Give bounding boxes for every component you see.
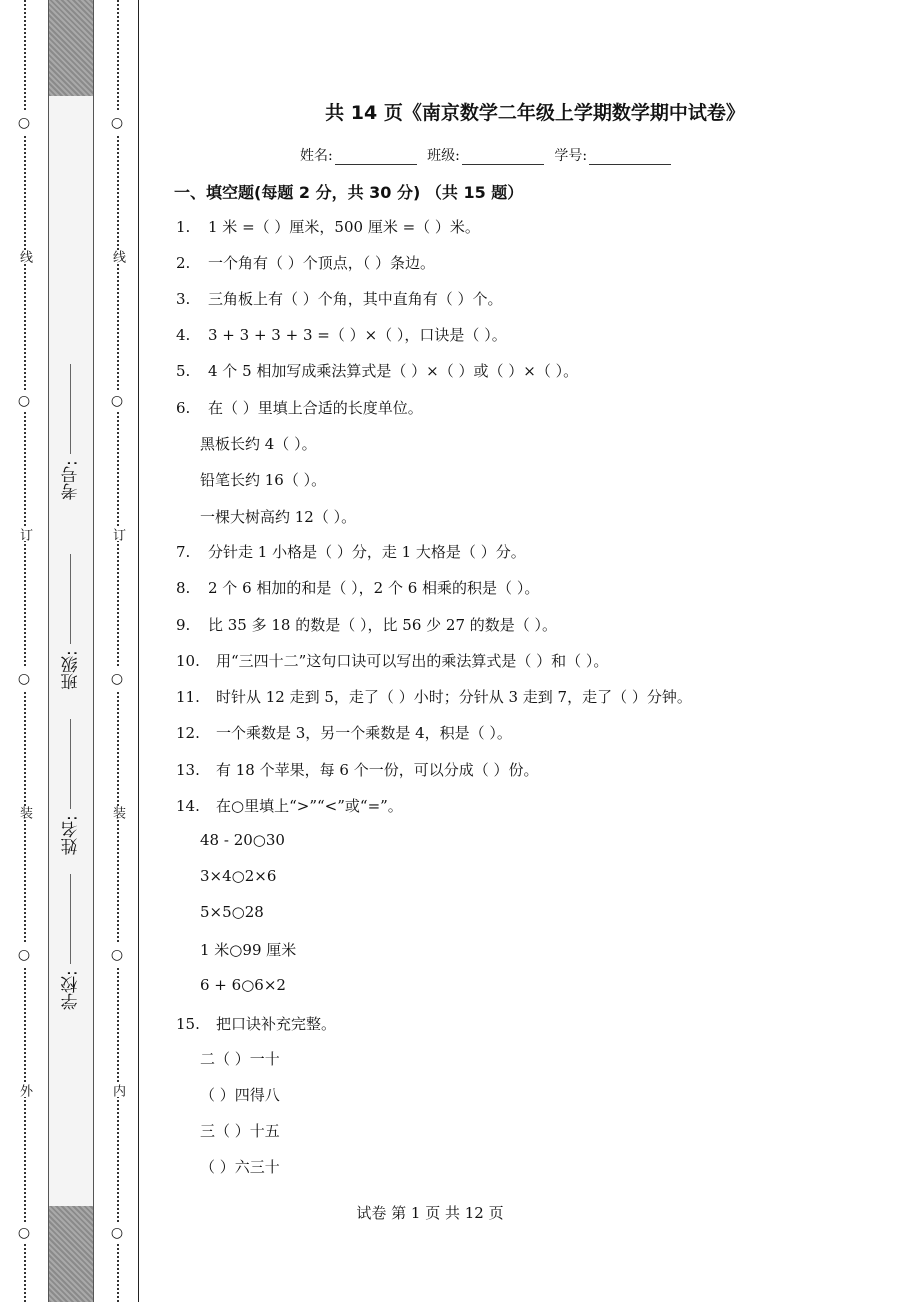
question-text: 三（ ）十五 — [200, 1122, 280, 1140]
exam-number-label: 考号: — [61, 460, 82, 500]
question-text: 3 + 3 + 3 + 3 =（ ）×（ ），口诀是（ ）。 — [208, 326, 507, 344]
student-name-label: 姓名: — [300, 148, 333, 164]
question-number: 13. — [176, 761, 200, 779]
question-subitem — [200, 433, 317, 454]
question-number: 12. — [176, 724, 200, 742]
inner-circle-mark: ○ — [106, 390, 128, 412]
question-subitem — [200, 506, 356, 527]
question-item — [176, 795, 403, 816]
hatched-block-bottom — [49, 1206, 93, 1302]
inner-circle-mark: ○ — [106, 944, 128, 966]
student-info-row — [300, 145, 677, 165]
question-number: 10. — [176, 652, 200, 670]
name-label: 姓名: — [61, 815, 82, 855]
question-text: 用“三四十二”这句口诀可以写出的乘法算式是（ ）和（ ）。 — [216, 652, 609, 670]
question-subitem — [200, 976, 286, 994]
question-text: 4 个 5 相加写成乘法算式是（ ）×（ ）或（ ）×（ ）。 — [208, 362, 579, 380]
question-subitem — [200, 903, 264, 921]
hatched-block-top — [49, 0, 93, 96]
question-item — [176, 1013, 336, 1034]
question-text: 分针走 1 小格是（ ）分，走 1 大格是（ ）分。 — [208, 543, 526, 561]
question-text: 一棵大树高约 12（ ）。 — [200, 508, 357, 526]
exam-number-field — [53, 350, 89, 500]
question-number: 7. — [176, 543, 191, 561]
question-text: 48 - 20○30 — [200, 831, 285, 849]
student-class-label: 班级: — [427, 148, 460, 164]
outer-dotted-line — [24, 0, 42, 1302]
question-item — [176, 541, 526, 562]
question-text: 在○里填上“>”“<”或“=”。 — [216, 797, 403, 815]
question-item — [176, 686, 692, 707]
outer-circle-mark: ○ — [13, 112, 35, 134]
question-item — [176, 614, 557, 635]
question-text: 铅笔长约 16（ ）。 — [200, 471, 327, 489]
school-field — [53, 860, 89, 1010]
question-item — [176, 324, 507, 345]
page-footer: 试卷 第 1 页 共 12 页 — [356, 1204, 504, 1222]
question-text: 2 个 6 相加的和是（ ），2 个 6 相乘的积是（ ）。 — [208, 579, 540, 597]
question-subitem — [200, 831, 285, 849]
class-field — [53, 540, 89, 690]
question-number: 6. — [176, 399, 191, 417]
question-text: （ ）四得八 — [200, 1086, 280, 1104]
question-number: 11. — [176, 688, 200, 706]
question-text: 1 米○99 厘米 — [200, 941, 297, 959]
student-name-blank[interactable] — [335, 150, 417, 165]
question-subitem — [200, 1048, 280, 1069]
question-text: 在（ ）里填上合适的长度单位。 — [208, 399, 423, 417]
margin-rule — [138, 0, 139, 1302]
question-number: 14. — [176, 797, 200, 815]
question-subitem — [200, 1084, 280, 1105]
inner-mark-bind: 装 — [106, 806, 128, 819]
outer-mark-line: 线 — [13, 250, 35, 263]
inner-dotted-line — [117, 0, 135, 1302]
question-number: 4. — [176, 326, 191, 344]
question-text: 一个乘数是 3，另一个乘数是 4，积是（ ）。 — [216, 724, 512, 742]
outer-circle-mark: ○ — [13, 390, 35, 412]
question-subitem — [200, 469, 326, 490]
inner-circle-mark: ○ — [106, 668, 128, 690]
question-text: 把口诀补充完整。 — [216, 1015, 337, 1033]
question-item — [176, 252, 435, 273]
question-subitem — [200, 1120, 280, 1141]
inner-mark-line: 线 — [106, 250, 128, 263]
question-text: 比 35 多 18 的数是（ ），比 56 少 27 的数是（ ）。 — [208, 616, 558, 634]
inner-circle-mark: ○ — [106, 1222, 128, 1244]
outer-circle-mark: ○ — [13, 1222, 35, 1244]
question-text: 时针从 12 走到 5，走了（ ）小时；分针从 3 走到 7，走了（ ）分钟。 — [216, 688, 692, 706]
outer-mark-outside: 外 — [13, 1084, 35, 1097]
question-number: 15. — [176, 1015, 200, 1033]
student-id-label: 学号: — [554, 148, 588, 164]
page-title: 共 14 页《南京数学二年级上学期数学期中试卷》 — [325, 102, 745, 124]
question-item — [176, 397, 423, 418]
question-number: 8. — [176, 579, 191, 597]
question-text: 5×5○28 — [200, 903, 264, 921]
question-subitem — [200, 939, 296, 960]
question-number: 9. — [176, 616, 191, 634]
question-text: 有 18 个苹果，每 6 个一份，可以分成（ ）份。 — [216, 761, 539, 779]
inner-circle-mark: ○ — [106, 112, 128, 134]
student-class-blank[interactable] — [462, 150, 544, 165]
section-heading: 一、填空题(每题 2 分，共 30 分) （共 15 题） — [174, 183, 524, 202]
question-item — [176, 216, 480, 237]
question-text: 6 + 6○6×2 — [200, 976, 286, 994]
outer-circle-mark: ○ — [13, 944, 35, 966]
question-item — [176, 577, 539, 598]
outer-mark-staple: 订 — [13, 528, 35, 541]
question-number: 3. — [176, 290, 191, 308]
question-text: 1 米 =（ ）厘米，500 厘米 =（ ）米。 — [208, 218, 480, 236]
question-item — [176, 360, 578, 381]
question-text: 二（ ）一十 — [200, 1050, 280, 1068]
class-label: 班级: — [61, 650, 82, 690]
question-number: 5. — [176, 362, 191, 380]
question-subitem — [200, 1156, 280, 1177]
question-number: 2. — [176, 254, 191, 272]
inner-mark-inside: 内 — [106, 1084, 128, 1097]
question-item — [176, 759, 538, 780]
inner-mark-staple: 订 — [106, 528, 128, 541]
school-label: 学校: — [61, 970, 82, 1010]
name-field — [53, 705, 89, 855]
question-item — [176, 650, 608, 671]
outer-mark-bind: 装 — [13, 806, 35, 819]
question-subitem — [200, 867, 276, 885]
question-item — [176, 288, 503, 309]
student-id-blank[interactable] — [589, 150, 671, 165]
question-text: 3×4○2×6 — [200, 867, 277, 885]
question-text: （ ）六三十 — [200, 1158, 280, 1176]
question-text: 黑板长约 4（ ）。 — [200, 435, 317, 453]
question-number: 1. — [176, 218, 191, 236]
binding-info-band — [48, 0, 94, 1302]
question-text: 一个角有（ ）个顶点，（ ）条边。 — [208, 254, 436, 272]
question-item — [176, 722, 512, 743]
outer-circle-mark: ○ — [13, 668, 35, 690]
question-text: 三角板上有（ ）个角，其中直角有（ ）个。 — [208, 290, 503, 308]
